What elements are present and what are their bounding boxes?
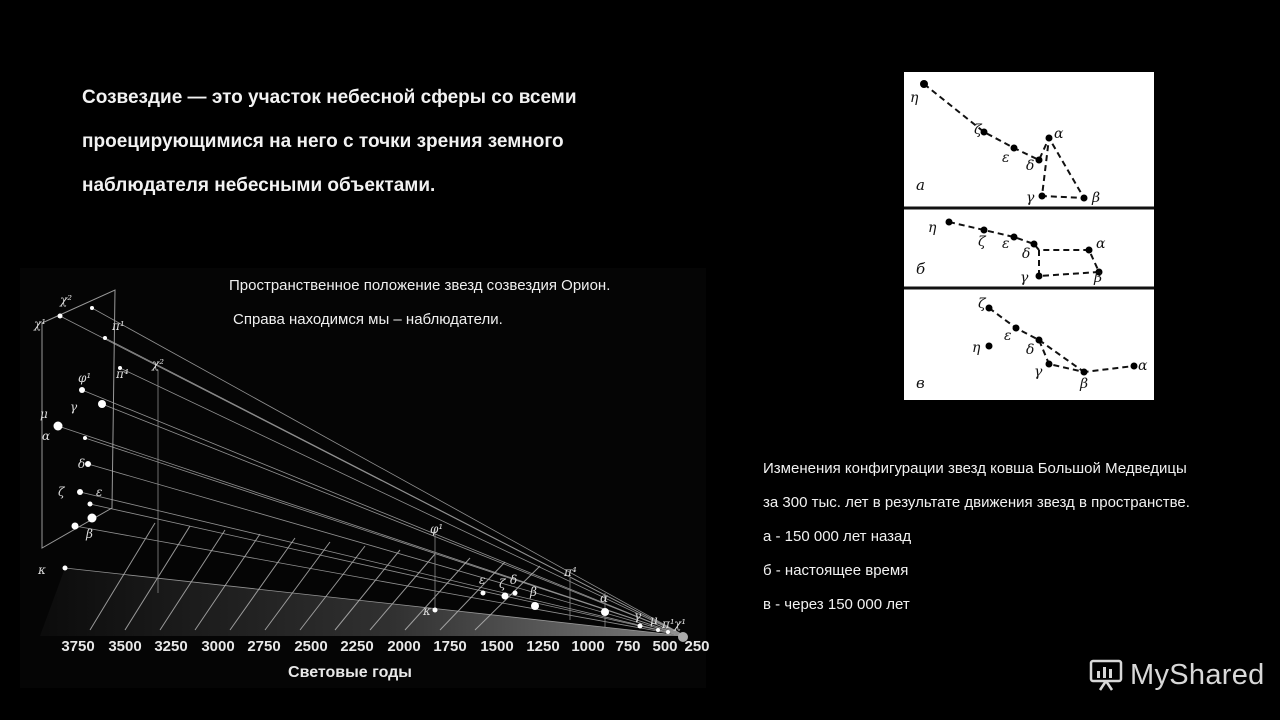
star-label: γ <box>1020 270 1029 286</box>
star-label: γ <box>70 400 78 414</box>
star-label: ε <box>1004 328 1012 344</box>
star-label: η <box>972 340 981 356</box>
star-label: α <box>1054 126 1064 142</box>
axis-tick: 2000 <box>387 638 421 655</box>
star-label: γ <box>1026 190 1035 206</box>
constellation-frame <box>42 290 115 548</box>
axis-tick: 2500 <box>294 638 328 655</box>
axis-tick: 2250 <box>340 638 374 655</box>
star <box>58 314 63 319</box>
star <box>601 608 609 616</box>
definition-line: Созвездие — это участок небесной сферы со всеми <box>82 87 577 108</box>
star <box>103 336 107 340</box>
panel-letter: а <box>916 176 925 194</box>
star <box>88 514 97 523</box>
dipper-caption-line: а - 150 000 лет назад <box>763 528 912 545</box>
star <box>79 387 85 393</box>
star-label: ζ <box>978 296 986 312</box>
star <box>1131 363 1138 370</box>
dipper-caption-line: б - настоящее время <box>763 562 909 579</box>
star <box>90 306 94 310</box>
star <box>946 219 953 226</box>
dipper-svg <box>904 72 1154 400</box>
star <box>1013 325 1020 332</box>
big-dipper-diagram <box>904 72 1154 400</box>
star-label: ε <box>96 485 103 499</box>
star <box>1031 241 1038 248</box>
star-label: χ² <box>60 293 73 307</box>
star-label: δ <box>1022 246 1031 262</box>
star-label: β <box>1092 190 1101 206</box>
star <box>63 566 68 571</box>
star-label: χ² <box>152 357 165 371</box>
star <box>72 523 79 530</box>
dipper-path <box>1039 340 1084 372</box>
star <box>513 591 518 596</box>
star-label: β <box>1094 270 1103 286</box>
star <box>981 227 988 234</box>
star-label: κ <box>423 604 431 618</box>
star-label: ζ <box>499 577 506 591</box>
star <box>1011 145 1018 152</box>
star <box>656 628 660 632</box>
star <box>54 422 63 431</box>
axis-tick: 750 <box>615 638 641 655</box>
myshared-logo[interactable] <box>1088 655 1265 695</box>
axis-tick: 3250 <box>154 638 188 655</box>
star-label: μ <box>650 613 658 627</box>
star-label: π⁴ <box>564 565 577 579</box>
star <box>1086 247 1093 254</box>
axis-label: Световые годы <box>288 664 412 681</box>
star-label: φ¹ <box>78 371 92 385</box>
axis-tick: 1750 <box>433 638 467 655</box>
axis-tick: 2750 <box>247 638 281 655</box>
axis-tick: 1000 <box>571 638 605 655</box>
star-label: δ <box>78 457 86 471</box>
star <box>1046 135 1053 142</box>
star <box>1036 273 1043 280</box>
star-label: η <box>928 220 937 236</box>
orion-diagram <box>20 268 710 688</box>
star <box>638 624 643 629</box>
star-label: β <box>1080 376 1089 392</box>
definition-line: проецирующимися на него с точки зрения земного <box>82 131 564 152</box>
star-label: ζ <box>978 234 986 250</box>
star-label: η <box>910 90 919 106</box>
star <box>85 461 91 467</box>
star-label: χ¹ <box>34 317 47 331</box>
star <box>531 602 539 610</box>
star-label: δ <box>510 573 518 587</box>
star-label: ζ <box>58 485 65 499</box>
orion-caption: Пространственное положение звезд созвездия Орион. <box>229 277 611 294</box>
dipper-caption-line: Изменения конфигурации звезд ковша Большой Медведицы <box>763 460 1187 477</box>
star-label: ε <box>1002 150 1010 166</box>
axis-tick: 1250 <box>526 638 560 655</box>
star <box>1039 193 1046 200</box>
star-label: π⁴ <box>116 367 129 381</box>
star-label: γ <box>634 609 642 623</box>
star <box>77 489 83 495</box>
star-label: π¹ <box>112 319 125 333</box>
definition-line: наблюдателя небесными объектами. <box>82 175 436 196</box>
star-label: α <box>600 591 609 605</box>
star-label: α <box>1138 358 1148 374</box>
star <box>83 436 87 440</box>
star-label: γ <box>1034 364 1043 380</box>
axis-tick: 3500 <box>108 638 142 655</box>
star <box>1046 361 1053 368</box>
star-label: β <box>530 585 537 599</box>
star-label: ε <box>1002 236 1010 252</box>
star <box>986 305 993 312</box>
star <box>481 591 486 596</box>
star <box>1081 195 1088 202</box>
star-label: κ <box>38 563 46 577</box>
star-label: ζ <box>974 122 982 138</box>
presentation-icon <box>1088 657 1124 693</box>
star <box>88 502 93 507</box>
star <box>920 80 928 88</box>
star-label: β <box>86 527 93 541</box>
star-label: π¹ <box>662 617 675 631</box>
axis-tick: 3750 <box>61 638 95 655</box>
star-label: α <box>1096 236 1106 252</box>
star-label: μ <box>40 407 48 421</box>
star-label: ε <box>479 573 486 587</box>
star-label: δ <box>1026 342 1035 358</box>
orion-caption-2: Справа находимся мы – наблюдатели. <box>233 311 503 328</box>
star <box>986 343 993 350</box>
definition-text <box>82 76 642 208</box>
axis-tick: 1500 <box>480 638 514 655</box>
star-label: χ¹ <box>674 617 687 631</box>
star <box>1081 369 1088 376</box>
dipper-caption-line: в - через 150 000 лет <box>763 596 910 613</box>
dipper-caption-line: за 300 тыс. лет в результате движения звезд в пространстве. <box>763 494 1190 511</box>
dipper-caption <box>763 452 1263 622</box>
star-label: φ¹ <box>430 522 444 536</box>
star-label: α <box>42 429 51 443</box>
star <box>1011 234 1018 241</box>
logo-text: MyShared <box>1130 658 1265 691</box>
star <box>98 400 106 408</box>
star <box>433 608 438 613</box>
star-label: δ <box>1026 158 1035 174</box>
axis-tick: 500 <box>652 638 678 655</box>
axis-tick: 250 <box>684 638 710 655</box>
panel-letter: в <box>916 374 925 392</box>
star <box>1036 157 1043 164</box>
star <box>1036 337 1043 344</box>
star <box>502 593 509 600</box>
axis-tick: 3000 <box>201 638 235 655</box>
panel-letter: б <box>916 260 926 278</box>
orion-svg <box>20 268 710 688</box>
